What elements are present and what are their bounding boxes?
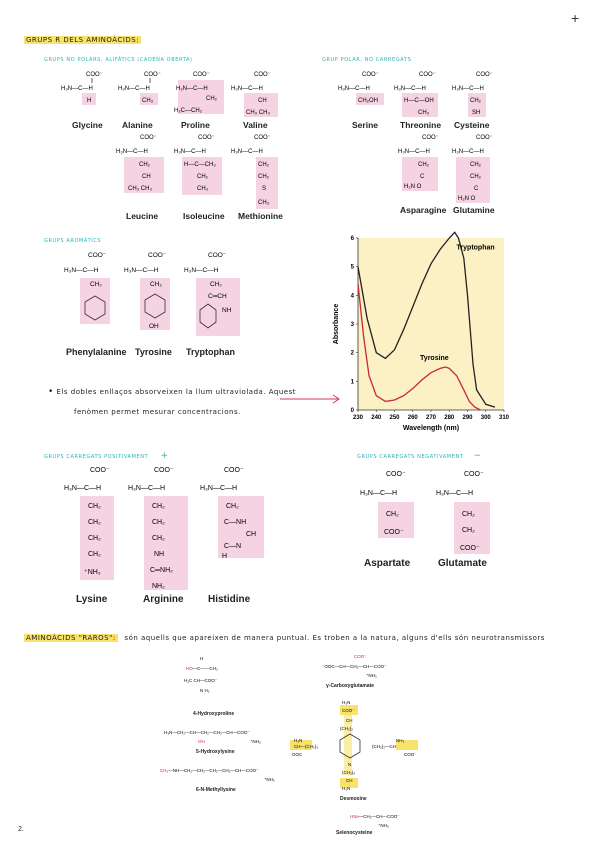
svg-text:COO⁻: COO⁻ — [154, 467, 174, 474]
methionine-structure — [231, 135, 278, 209]
svg-text:CH₂: CH₂ — [150, 281, 162, 288]
isoleucine-structure — [174, 135, 222, 195]
tryptophan-name: Tryptophan — [186, 347, 235, 357]
hydroxyproline-name: 4-Hydroxyproline — [193, 711, 235, 717]
svg-text:H—C—CH₃: H—C—CH₃ — [184, 162, 216, 168]
desmosine-name: Desmosine — [340, 796, 367, 802]
histidine-structure — [200, 467, 264, 560]
threonine-structure — [394, 72, 438, 117]
svg-text:CH₂: CH₂ — [462, 511, 475, 518]
hydroxyproline-structure — [184, 656, 218, 693]
svg-text:H₃N: H₃N — [294, 738, 303, 743]
methyllysine-structure — [160, 768, 275, 782]
nonpolar-structures — [56, 66, 306, 226]
svg-text:H₂N—C—H: H₂N—C—H — [176, 86, 208, 92]
alanine-structure — [118, 72, 161, 105]
tyrosine-name: Tyrosine — [135, 347, 172, 357]
svg-text:H₃N—C—H: H₃N—C—H — [231, 149, 263, 155]
hydroxylysine-structure — [164, 730, 261, 744]
svg-text:H₃N—C—H: H₃N—C—H — [200, 485, 238, 492]
svg-text:H₃N—C—H: H₃N—C—H — [452, 149, 484, 155]
positive-structures — [60, 462, 280, 592]
svg-text:OOC: OOC — [292, 752, 303, 757]
svg-text:H₃N—C—H: H₃N—C—H — [394, 86, 426, 92]
svg-text:H₃N—C—H: H₃N—C—H — [64, 267, 99, 274]
rare-heading — [24, 634, 545, 642]
aromatic-note-line2: fenòmen permet mesurar concentracions. — [74, 408, 241, 416]
selenocysteine-structure — [350, 814, 400, 828]
svg-text:H₃N—C—H: H₃N—C—H — [436, 490, 474, 497]
isoleucine-name: Isoleucine — [183, 211, 225, 221]
svg-text:CH₂: CH₂ — [206, 96, 217, 102]
rare-label: AMINOÀCIDS "RAROS": — [26, 634, 116, 642]
svg-text:CH₂: CH₂ — [90, 281, 102, 288]
negative-structures — [356, 462, 516, 562]
svg-text:H₃N—C—H: H₃N—C—H — [398, 149, 430, 155]
proline-structure — [174, 72, 224, 114]
serine-structure — [338, 72, 384, 105]
glutamate-structure — [436, 471, 490, 554]
x-tick-label: 310 — [498, 415, 510, 421]
svg-text:H₂N O: H₂N O — [458, 196, 476, 202]
svg-text:CH: CH — [246, 531, 257, 538]
tryptophan-structure — [184, 252, 240, 336]
page-number: 2. — [18, 826, 24, 833]
y-tick-label: 2 — [350, 350, 354, 357]
glutamate-name: Glutamate — [438, 558, 487, 569]
x-axis-label: Wavelength (nm) — [402, 425, 460, 432]
svg-text:H₃N—C—H: H₃N—C—H — [64, 485, 102, 492]
svg-text:H₃N—C—H: H₃N—C—H — [124, 267, 159, 274]
svg-text:CH₂: CH₂ — [418, 162, 429, 168]
svg-text:(CH₂)₄: (CH₂)₄ — [342, 770, 356, 775]
nonpolar-label: GRUPS NO POLARS, ALIFÀTICS (CADENA OBERTA) — [44, 57, 193, 63]
svg-text:CH₂: CH₂ — [88, 519, 101, 526]
svg-text:⁺NH₃: ⁺NH₃ — [366, 673, 377, 678]
svg-text:H₂C CH—COO⁻: H₂C CH—COO⁻ — [184, 678, 218, 683]
svg-text:CH₃: CH₃ — [142, 98, 154, 104]
svg-text:CH₂: CH₂ — [88, 535, 101, 542]
series-label-tyrosine: Tyrosine — [420, 354, 449, 362]
phenylalanine-name: Phenylalanine — [66, 347, 127, 357]
svg-text:CH₂: CH₂ — [88, 551, 101, 558]
svg-text:COO⁻: COO⁻ — [354, 654, 367, 659]
rare-text: són aquells que apareixen de manera puntual. Es troben a la natura, alguns d'ells són neurotransmissors — [124, 634, 545, 642]
rare-structures — [160, 650, 460, 830]
cysteine-name: Cysteine — [454, 120, 490, 130]
positive-label — [44, 451, 169, 461]
svg-text:COO⁻: COO⁻ — [144, 72, 161, 78]
x-tick-label: 240 — [371, 415, 382, 421]
negative-minus: − — [473, 451, 482, 461]
svg-text:H: H — [87, 98, 92, 104]
svg-text:COO⁻: COO⁻ — [386, 471, 406, 478]
svg-text:⁺NH₃: ⁺NH₃ — [250, 739, 261, 744]
aspartate-name: Aspartate — [364, 558, 411, 569]
leucine-structure — [116, 135, 164, 193]
svg-text:H₃N—C—H: H₃N—C—H — [360, 490, 398, 497]
svg-text:COO⁻: COO⁻ — [90, 467, 110, 474]
svg-text:CH₂: CH₂ — [470, 162, 481, 168]
y-tick-label: 4 — [350, 293, 354, 300]
y-tick-label: 0 — [350, 408, 354, 414]
svg-text:C═NH₂: C═NH₂ — [150, 567, 173, 574]
leucine-name: Leucine — [126, 211, 159, 221]
cysteine-structure — [452, 72, 493, 117]
selenocysteine-name: Selenocysteine — [336, 830, 373, 836]
svg-text:CH₂: CH₂ — [197, 174, 208, 180]
alanine-name: Alanine — [122, 120, 153, 130]
svg-text:CH: CH — [258, 98, 267, 104]
serine-name: Serine — [352, 120, 378, 130]
svg-text:C═CH: C═CH — [208, 293, 227, 300]
x-tick-label: 260 — [407, 415, 418, 421]
valine-structure — [231, 72, 278, 117]
svg-text:CH₃ CH₃: CH₃ CH₃ — [128, 186, 152, 192]
svg-text:CH₂: CH₂ — [258, 174, 269, 180]
positive-label-text: GRUPS CARREGATS POSITIVAMENT — [44, 454, 149, 460]
svg-text:CH₂: CH₂ — [152, 535, 165, 542]
svg-text:NH: NH — [222, 307, 232, 314]
svg-text:OH: OH — [198, 739, 205, 744]
aromatic-note-line1: Els dobles enllaços absorveixen la llum ultraviolada. Aquest — [56, 388, 296, 396]
x-tick-label: 300 — [480, 415, 491, 421]
svg-text:COO⁻: COO⁻ — [404, 752, 417, 757]
svg-text:⁺NH₃: ⁺NH₃ — [264, 777, 275, 782]
svg-text:SH: SH — [472, 110, 481, 116]
svg-text:(CH₂)₂: (CH₂)₂ — [340, 726, 353, 731]
svg-text:H₃N—C—H: H₃N—C—H — [128, 485, 166, 492]
phenylalanine-structure — [64, 252, 110, 324]
lysine-structure — [64, 467, 114, 580]
svg-text:C—NH: C—NH — [224, 519, 247, 526]
svg-text:H₃N—C—H: H₃N—C—H — [116, 149, 148, 155]
x-tick-label: 250 — [389, 415, 400, 421]
svg-text:CH₂: CH₂ — [139, 162, 150, 168]
absorbance-chart — [330, 230, 520, 440]
svg-text:H₃N—C—H: H₃N—C—H — [118, 86, 150, 92]
svg-text:COO⁻: COO⁻ — [384, 529, 404, 536]
glutamine-name: Glutamine — [453, 205, 495, 215]
glycine-structure — [61, 72, 103, 105]
x-tick-label: 290 — [462, 415, 473, 421]
svg-text:HO—C——CH₂: HO—C——CH₂ — [186, 666, 218, 671]
svg-text:H₃N—C—H: H₃N—C—H — [184, 267, 219, 274]
y-tick-label: 1 — [350, 379, 354, 386]
svg-text:COO⁻: COO⁻ — [208, 252, 227, 259]
svg-text:H₂N O: H₂N O — [404, 184, 422, 190]
svg-text:COO⁻: COO⁻ — [342, 708, 355, 713]
svg-text:⁺NH₃: ⁺NH₃ — [378, 823, 389, 828]
svg-text:CH₂: CH₂ — [226, 503, 239, 510]
svg-text:H₃N—C—H: H₃N—C—H — [452, 86, 484, 92]
svg-text:COO⁻: COO⁻ — [86, 72, 103, 78]
x-tick-label: 230 — [352, 415, 364, 421]
desmosine-structure — [290, 700, 418, 791]
svg-text:⁺NH₃: ⁺NH₃ — [84, 569, 101, 576]
svg-text:OH: OH — [149, 323, 159, 330]
svg-text:COO⁻: COO⁻ — [476, 72, 493, 78]
svg-text:COO⁻: COO⁻ — [254, 72, 271, 78]
header-title: GRUPS R DELS AMINOÀCIDS: — [26, 36, 140, 44]
svg-text:C—N: C—N — [224, 543, 242, 550]
arginine-name: Arginine — [143, 594, 184, 605]
svg-text:COO⁻: COO⁻ — [254, 135, 271, 141]
y-tick-label: 6 — [350, 236, 354, 242]
x-tick-label: 280 — [444, 415, 455, 421]
svg-text:NH₃: NH₃ — [396, 738, 405, 743]
negative-label — [357, 451, 482, 461]
hydroxylysine-name: 5-Hydroxylysine — [196, 749, 235, 755]
svg-text:CH₂: CH₂ — [210, 281, 222, 288]
svg-text:S: S — [262, 186, 267, 192]
svg-text:H₃N: H₃N — [342, 786, 351, 791]
threonine-name: Threonine — [400, 120, 442, 130]
page-title — [24, 36, 141, 44]
svg-text:C: C — [474, 186, 479, 192]
svg-text:COO⁻: COO⁻ — [193, 72, 210, 78]
svg-text:N: N — [348, 762, 352, 767]
svg-text:H₃N—C—H: H₃N—C—H — [61, 86, 93, 92]
svg-text:CH: CH — [346, 718, 353, 723]
svg-text:H₃N—C—H: H₃N—C—H — [231, 86, 263, 92]
histidine-name: Histidine — [208, 594, 251, 605]
svg-text:CH₂OH: CH₂OH — [358, 98, 378, 104]
svg-text:CH₂: CH₂ — [470, 174, 481, 180]
svg-text:H: H — [200, 656, 204, 661]
svg-text:H₃N—C—H: H₃N—C—H — [174, 149, 206, 155]
svg-text:CH₂: CH₂ — [258, 162, 269, 168]
polar-structures — [336, 66, 536, 216]
carboxyglutamate-name: γ-Carboxyglutamate — [326, 683, 375, 689]
svg-text:H₃N: H₃N — [342, 700, 351, 705]
svg-text:CH₂: CH₂ — [152, 519, 165, 526]
asparagine-name: Asparagine — [400, 205, 447, 215]
svg-text:NH₂: NH₂ — [152, 583, 165, 590]
svg-text:COO⁻: COO⁻ — [198, 135, 215, 141]
svg-text:C: C — [420, 174, 425, 180]
svg-text:CH₃: CH₃ — [258, 200, 270, 206]
svg-text:CH₂: CH₂ — [386, 511, 399, 518]
svg-text:CH: CH — [346, 778, 353, 783]
aromatic-note: • Els dobles enllaços absorveixen la llum ultraviolada. Aquest fenòmen permet mesurar concentracions. — [48, 382, 296, 422]
svg-text:H₂C—CH₂: H₂C—CH₂ — [174, 108, 202, 114]
x-tick-label: 270 — [425, 415, 437, 421]
svg-text:HSe—CH₂—CH—COO⁻: HSe—CH₂—CH—COO⁻ — [350, 814, 400, 819]
aspartate-structure — [360, 471, 414, 538]
svg-text:CH₂: CH₂ — [152, 503, 165, 510]
series-label-tryptophan: Tryptophan — [456, 244, 495, 252]
svg-text:COO⁻: COO⁻ — [140, 135, 157, 141]
svg-text:COO⁻: COO⁻ — [224, 467, 244, 474]
glutamine-structure — [452, 135, 493, 203]
glycine-name: Glycine — [72, 120, 103, 130]
svg-text:H₃N—CH₂—CH—CH₂—CH₂—CH—COO⁻: H₃N—CH₂—CH—CH₂—CH₂—CH—COO⁻ — [164, 730, 250, 735]
svg-text:COO⁻: COO⁻ — [476, 135, 493, 141]
svg-text:H: H — [222, 553, 228, 560]
svg-text:⁻OOC—CH—CH₂—CH—COO⁻: ⁻OOC—CH—CH₂—CH—COO⁻ — [322, 664, 387, 669]
corner-plus: + — [571, 10, 580, 26]
polar-label: GRUP POLAR, NO CARREGATS — [322, 57, 412, 63]
methionine-name: Methionine — [238, 211, 283, 221]
svg-text:CH₃—NH—CH₂—CH₂—CH₂—CH₂—CH—COO⁻: CH₃—NH—CH₂—CH₂—CH₂—CH₂—CH—COO⁻ — [160, 768, 259, 773]
svg-text:COO⁻: COO⁻ — [362, 72, 379, 78]
svg-text:COO⁻: COO⁻ — [419, 72, 436, 78]
svg-text:H₃N—C—H: H₃N—C—H — [338, 86, 370, 92]
svg-text:COO⁻: COO⁻ — [88, 252, 107, 259]
negative-label-text: GRUPS CARREGATS NEGATIVAMENT — [357, 454, 464, 460]
svg-text:CH₃: CH₃ — [197, 186, 209, 192]
svg-text:COO⁻: COO⁻ — [148, 252, 167, 259]
svg-text:CH₃: CH₃ — [418, 110, 430, 116]
svg-text:H—C—OH: H—C—OH — [404, 98, 434, 104]
svg-text:CH₂: CH₂ — [470, 98, 481, 104]
svg-text:CH—(CH₂)₃: CH—(CH₂)₃ — [294, 744, 319, 749]
aromatic-structures — [60, 248, 260, 348]
svg-text:CH: CH — [142, 174, 151, 180]
arginine-structure — [128, 467, 188, 590]
y-tick-label: 5 — [350, 264, 354, 271]
methyllysine-name: 6-N-Methyllysine — [196, 787, 236, 793]
svg-text:CH₂: CH₂ — [462, 527, 475, 534]
svg-text:N H₂: N H₂ — [200, 688, 210, 693]
svg-text:COO⁻: COO⁻ — [422, 135, 439, 141]
y-tick-label: 3 — [350, 322, 354, 328]
svg-text:(CH₂)₂—CH: (CH₂)₂—CH — [372, 744, 396, 749]
tyrosine-structure — [124, 252, 170, 330]
svg-text:CH₂: CH₂ — [88, 503, 101, 510]
lysine-name: Lysine — [76, 594, 108, 605]
asparagine-structure — [398, 135, 439, 191]
proline-name: Proline — [181, 120, 210, 130]
positive-plus: + — [160, 451, 169, 461]
svg-text:NH: NH — [154, 551, 165, 558]
y-axis-label: Absorbance — [333, 303, 340, 345]
svg-text:CH₃ CH₃: CH₃ CH₃ — [246, 110, 270, 116]
carboxyglutamate-structure — [322, 654, 387, 678]
svg-text:COO⁻: COO⁻ — [464, 471, 484, 478]
svg-text:COO⁻: COO⁻ — [460, 545, 480, 552]
valine-name: Valine — [243, 120, 268, 130]
aromatic-label: GRUPS AROMÀTICS — [44, 238, 102, 244]
